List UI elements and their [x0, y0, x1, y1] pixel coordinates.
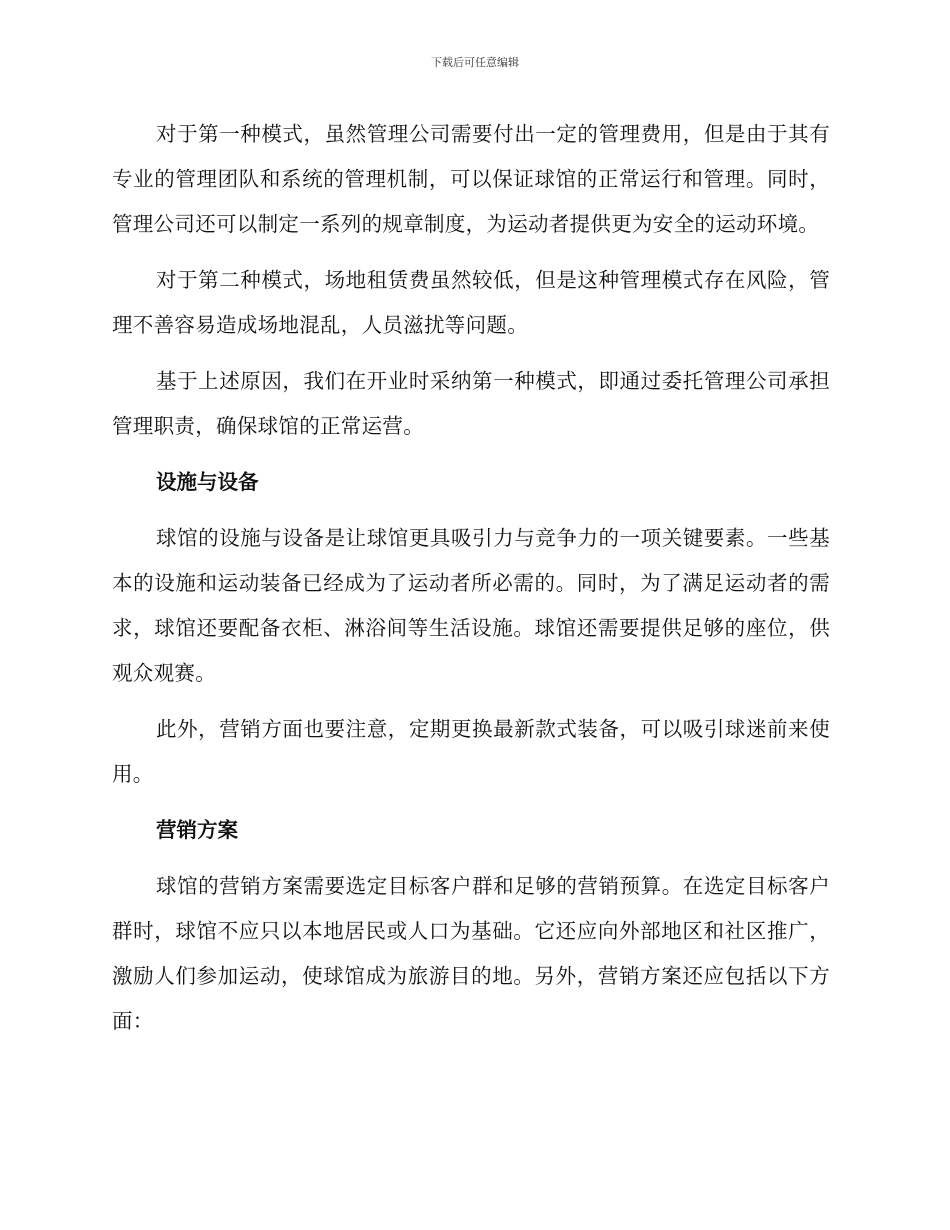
page-header: 下载后可任意编辑 [431, 56, 519, 69]
paragraph-marketing: 球馆的营销方案需要选定目标客户群和足够的营销预算。在选定目标客户群时，球馆不应只以本地居民或人口为基础。它还应向外部地区和社区推广，激励人们参加运动，使球馆成为旅游目的地。另外，营销方案还应包括以下方面： [112, 874, 830, 1033]
paragraph-equipment-update: 此外，营销方面也要注意，定期更换最新款式装备，可以吸引球迷前来使用。 [112, 717, 830, 786]
paragraph-decision: 基于上述原因，我们在开业时采纳第一种模式，即通过委托管理公司承担管理职责，确保球馆的正常运营。 [112, 369, 830, 438]
section-heading-facilities: 设施与设备 [156, 470, 259, 494]
section-heading-marketing: 营销方案 [156, 818, 238, 842]
paragraph-management-mode-two: 对于第二种模式，场地租赁费虽然较低，但是这种管理模式存在风险，管理不善容易造成场地混乱，人员滋扰等问题。 [112, 268, 830, 337]
paragraph-facilities: 球馆的设施与设备是让球馆更具吸引力与竞争力的一项关键要素。一些基本的设施和运动装备已经成为了运动者所必需的。同时，为了满足运动者的需求，球馆还要配备衣柜、淋浴间等生活设施。球馆还需要提供足够的座位，供观众观赛。 [112, 526, 830, 685]
document-body [112, 112, 830, 1055]
paragraph-management-mode-one: 对于第一种模式，虽然管理公司需要付出一定的管理费用，但是由于其有专业的管理团队和系统的管理机制，可以保证球馆的正常运行和管理。同时，管理公司还可以制定一系列的规章制度，为运动者提供更为安全的运动环境。 [112, 122, 830, 236]
